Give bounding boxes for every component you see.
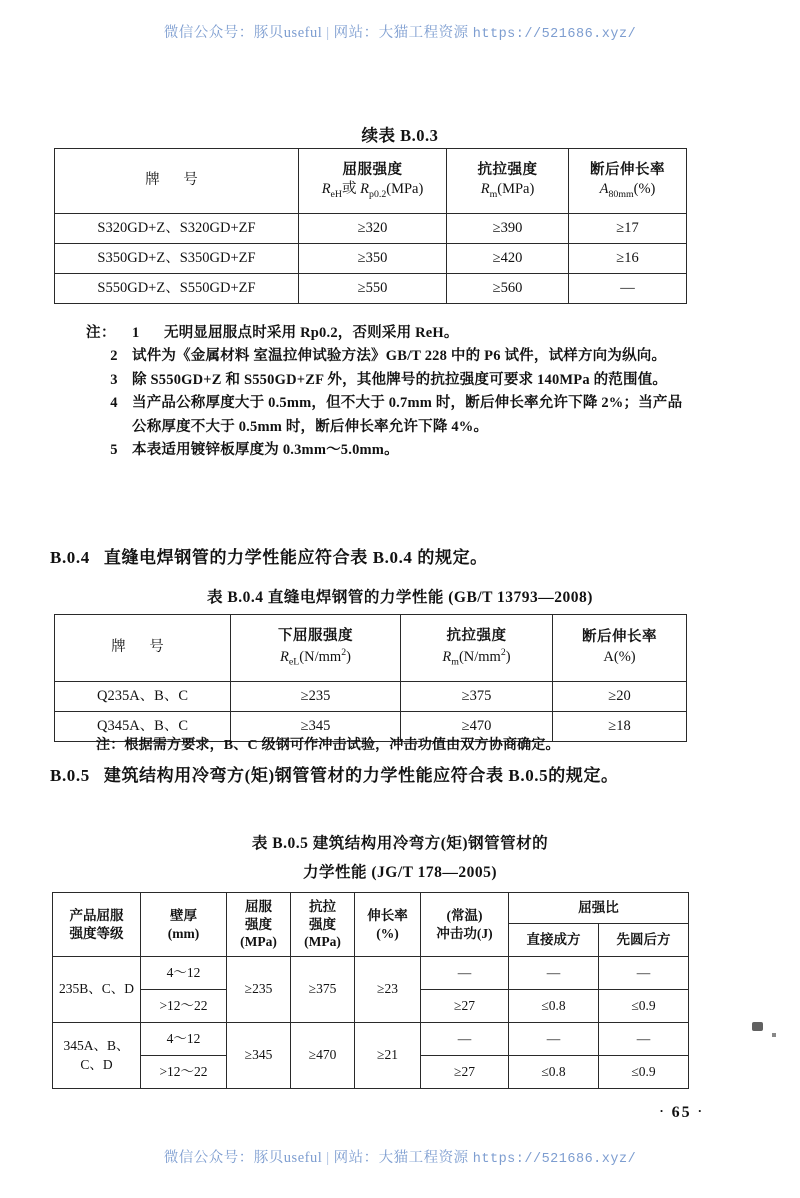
- table-b034-header-lower-yield-line2: [234, 646, 397, 669]
- cell-tensile: ≥560: [447, 274, 569, 304]
- unit-nmm-2: (N/mm: [458, 649, 501, 666]
- watermark-url-2: https://521686.xyz/: [472, 1152, 637, 1167]
- unit-close: ): [346, 649, 351, 666]
- cell-grade: Q345A、B、C: [55, 712, 231, 742]
- clause-b04-number: B.0.4: [50, 548, 90, 567]
- table-b035-caption-line2: 力学性能 (JG/T 178—2005): [303, 864, 497, 881]
- cell-ratio-direct: —: [509, 957, 599, 990]
- watermark-site-name: 大猫工程资源: [378, 25, 469, 41]
- note-text: 当产品公称厚度大于 0.5mm，但不大于 0.7mm 时，断后伸长率允许下降 2%；当产品公称厚度不大于 0.5mm 时，断后伸长率允许下降 4%。: [132, 395, 683, 435]
- cell-grade-l1: 345A、B、: [63, 1038, 130, 1054]
- hdr-tensile-l3: (MPa): [304, 934, 341, 950]
- cell-ratio-round: ≤0.9: [599, 990, 689, 1023]
- hdr-tensile-l1: 抗拉: [309, 899, 336, 915]
- note-item: [86, 369, 696, 392]
- cell-thickness: 4～12: [141, 957, 227, 990]
- cell-lower-yield: ≥345: [231, 712, 401, 742]
- hdr-yield-l3: (MPa): [240, 934, 277, 950]
- sub-el: eL: [288, 656, 300, 668]
- table-b033-header-grade: 牌 号: [55, 149, 299, 214]
- cell-elongation: ≥20: [553, 682, 687, 712]
- watermark-site-name-2: 大猫工程资源: [378, 1150, 469, 1166]
- table-b034-header-tensile: [401, 615, 553, 682]
- table-b033-header-elongation-line2: [572, 180, 683, 201]
- table-b033-header-tensile-line2: [450, 180, 565, 201]
- watermark-wechat-label: 微信公众号：: [163, 25, 254, 41]
- note-number: 4: [110, 395, 118, 412]
- cell-grade-l2: C、D: [80, 1056, 113, 1072]
- table-b034-header-lower-yield-line1: 下屈服强度: [278, 627, 353, 644]
- hdr-thickness-l1: 壁厚: [170, 907, 197, 923]
- page-number-dot-right: ·: [697, 1103, 704, 1118]
- clause-b05-text: 建筑结构用冷弯方(矩)钢管管材的力学性能应符合表 B.0.5的规定。: [103, 766, 619, 785]
- note-number: 1: [132, 325, 140, 341]
- unit-close-2: ): [505, 649, 511, 666]
- cell-lower-yield: ≥235: [231, 682, 401, 712]
- hdr-grade-l1: 产品屈服: [69, 907, 124, 923]
- note-item: [86, 392, 696, 439]
- table-b034-header-row: [55, 615, 687, 682]
- cell-yield: ≥235: [227, 957, 291, 1023]
- sym-rp: R: [360, 181, 370, 198]
- table-row: [55, 274, 687, 304]
- table-b033-header-elongation-line1: 断后伸长率: [590, 161, 665, 178]
- cell-ratio-direct: ≤0.8: [509, 1056, 599, 1089]
- table-b034-caption: 表 B.0.4 直缝电焊钢管的力学性能 (GB/T 13793—2008): [207, 589, 593, 606]
- cell-tensile: ≥470: [291, 1023, 355, 1089]
- unit-nmm: (N/mm: [299, 649, 342, 666]
- cell-thickness: >12～22: [141, 990, 227, 1023]
- note-text: 除 S550GD+Z 和 S550GD+ZF 外，其他牌号的抗拉强度可要求 140MPa 的范围值。: [132, 371, 668, 388]
- notes-b033: [86, 322, 696, 463]
- note-item: [86, 322, 696, 345]
- watermark-top: [0, 21, 800, 42]
- table-b034-header-grade: 牌 号: [55, 615, 231, 682]
- cell-tensile: ≥375: [401, 682, 553, 712]
- table-b034-header-tensile-line1: 抗拉强度: [446, 627, 507, 644]
- cell-yield: ≥350: [299, 244, 447, 274]
- cell-elongation: ≥17: [569, 214, 687, 244]
- clause-b04: [50, 545, 700, 571]
- table-b035-header-direct-square: 直接成方: [509, 924, 599, 957]
- sym-rel: R: [280, 649, 289, 666]
- sym-rm-2: R: [442, 649, 452, 666]
- cell-yield: ≥320: [299, 214, 447, 244]
- unit-mpa-2: (MPa): [497, 181, 535, 198]
- table-b035-header-grade: [53, 893, 141, 957]
- scan-artifact-speck: [752, 1022, 763, 1031]
- sup-2: 2: [341, 647, 347, 659]
- cell-tensile: ≥470: [401, 712, 553, 742]
- sub-m-2: m: [451, 656, 459, 668]
- clause-b05: [50, 763, 700, 789]
- cell-ratio-round: ≤0.9: [599, 1056, 689, 1089]
- note-text: 本表适用镀锌板厚度为 0.3mm～5.0mm。: [132, 442, 399, 459]
- table-b033-header-yield: [299, 149, 447, 214]
- cell-impact: ≥27: [421, 1056, 509, 1089]
- cell-elongation: —: [569, 274, 687, 304]
- table-row: [53, 957, 689, 990]
- page-number: [659, 1103, 704, 1122]
- table-b033-header-tensile: [447, 149, 569, 214]
- note-item: [86, 345, 696, 368]
- cell-elongation: ≥21: [355, 1023, 421, 1089]
- page-number-dot-left: ·: [659, 1103, 666, 1118]
- table-b035-header-yield: [227, 893, 291, 957]
- watermark-separator: |: [326, 25, 330, 41]
- note-item: [86, 439, 696, 462]
- cell-ratio-direct: —: [509, 1023, 599, 1056]
- table-b033-header-tensile-line1: 抗拉强度: [477, 161, 538, 178]
- cell-grade: 235B、C、D: [53, 957, 141, 1023]
- watermark-separator-2: |: [326, 1150, 330, 1166]
- table-b035-header-row-1: [53, 893, 689, 924]
- table-b033: [54, 148, 687, 304]
- table-row: [53, 1023, 689, 1056]
- note-number: 2: [110, 348, 118, 365]
- table-b033-caption: 续表 B.0.3: [361, 126, 439, 145]
- note-text: 试件为《金属材料 室温拉伸试验方法》GB/T 228 中的 P6 试件，试样方向为纵向。: [132, 348, 667, 365]
- table-b034: [54, 614, 687, 742]
- table-b033-header-row: [55, 149, 687, 214]
- cell-tensile: ≥375: [291, 957, 355, 1023]
- hdr-impact-l2: 冲击功(J): [436, 925, 493, 941]
- table-b034-header-lower-yield: [231, 615, 401, 682]
- table-row: [55, 682, 687, 712]
- note-number: 3: [110, 371, 118, 388]
- table-row: [55, 244, 687, 274]
- note-number: 5: [110, 442, 118, 459]
- sub-80mm: 80mm: [608, 189, 634, 201]
- cell-ratio-round: —: [599, 957, 689, 990]
- cell-yield: ≥345: [227, 1023, 291, 1089]
- clause-b04-text: 直缝电焊钢管的力学性能应符合表 B.0.4 的规定。: [103, 548, 488, 567]
- table-b035-header-tensile: [291, 893, 355, 957]
- hdr-tensile-l2: 强度: [309, 916, 336, 932]
- table-b035-header-elongation: [355, 893, 421, 957]
- table-b034-header-elongation-line2: A(%): [603, 649, 636, 665]
- table-row: [55, 214, 687, 244]
- table-b035-header-impact: [421, 893, 509, 957]
- sym-a: A: [599, 181, 609, 198]
- clause-b05-number: B.0.5: [50, 766, 90, 785]
- cell-impact: ≥27: [421, 990, 509, 1023]
- cell-grade: S350GD+Z、S350GD+ZF: [55, 244, 299, 274]
- cell-elongation: ≥18: [553, 712, 687, 742]
- cell-grade: S320GD+Z、S320GD+ZF: [55, 214, 299, 244]
- cell-elongation: ≥16: [569, 244, 687, 274]
- cell-impact: —: [421, 957, 509, 990]
- sym-rm: R: [480, 181, 490, 198]
- table-b035: [52, 892, 689, 1089]
- hdr-elong-l2: (%): [376, 925, 399, 941]
- watermark-account: 豚贝useful: [253, 25, 323, 41]
- sub-p02: p0.2: [369, 189, 387, 201]
- watermark-site-label-2: 网站：: [333, 1150, 379, 1166]
- watermark-wechat-label-2: 微信公众号：: [163, 1150, 254, 1166]
- table-b033-header-yield-line1: 屈服强度: [342, 161, 403, 178]
- table-b035-header-round-then-square: 先圆后方: [599, 924, 689, 957]
- table-b034-header-elongation: [553, 615, 687, 682]
- cell-thickness: >12～22: [141, 1056, 227, 1089]
- watermark-site-label: 网站：: [333, 25, 379, 41]
- table-b035-header-yield-ratio-group: 屈强比: [509, 893, 689, 924]
- table-b035-header-thickness: [141, 893, 227, 957]
- hdr-yield-l2: 强度: [245, 916, 272, 932]
- table-b034-header-tensile-line2: [404, 646, 549, 669]
- cell-ratio-round: —: [599, 1023, 689, 1056]
- cell-grade: Q235A、B、C: [55, 682, 231, 712]
- cell-grade: S550GD+Z、S550GD+ZF: [55, 274, 299, 304]
- notes-label: 注：: [86, 325, 116, 341]
- unit-percent: (%): [633, 181, 656, 198]
- note-b034: 注：根据需方要求，B、C 级钢可作冲击试验，冲击功值由双方协商确定。: [96, 738, 560, 753]
- yield-or: 或: [342, 181, 361, 198]
- sub-eh: eH: [330, 189, 343, 201]
- hdr-thickness-l2: (mm): [167, 925, 200, 941]
- watermark-account-2: 豚贝useful: [253, 1150, 323, 1166]
- cell-impact: —: [421, 1023, 509, 1056]
- unit-mpa: (MPa): [386, 181, 424, 198]
- table-b033-header-elongation: [569, 149, 687, 214]
- cell-tensile: ≥420: [447, 244, 569, 274]
- sub-m: m: [489, 189, 498, 201]
- cell-tensile: ≥390: [447, 214, 569, 244]
- cell-elongation: ≥23: [355, 957, 421, 1023]
- table-b035-caption-line1: 表 B.0.5 建筑结构用冷弯方(矩)钢管管材的: [251, 835, 549, 852]
- cell-ratio-direct: ≤0.8: [509, 990, 599, 1023]
- watermark-url: https://521686.xyz/: [472, 27, 637, 42]
- sym-reh: R: [321, 181, 331, 198]
- cell-yield: ≥550: [299, 274, 447, 304]
- scan-artifact-speck-small: [772, 1033, 776, 1037]
- note-text: 无明显屈服点时采用 Rp0.2，否则采用 ReH。: [164, 325, 459, 341]
- hdr-grade-l2: 强度等级: [69, 925, 124, 941]
- sup-2b: 2: [500, 647, 506, 659]
- cell-grade: [53, 1023, 141, 1089]
- page-number-value: 65: [671, 1104, 692, 1121]
- hdr-yield-l1: 屈服: [245, 899, 272, 915]
- watermark-bottom: [0, 1146, 800, 1167]
- hdr-elong-l1: 伸长率: [367, 907, 408, 923]
- cell-thickness: 4～12: [141, 1023, 227, 1056]
- table-b033-header-yield-line2: [302, 180, 443, 201]
- hdr-impact-l1: (常温): [446, 907, 483, 923]
- table-b034-header-elongation-line1: 断后伸长率: [582, 629, 657, 646]
